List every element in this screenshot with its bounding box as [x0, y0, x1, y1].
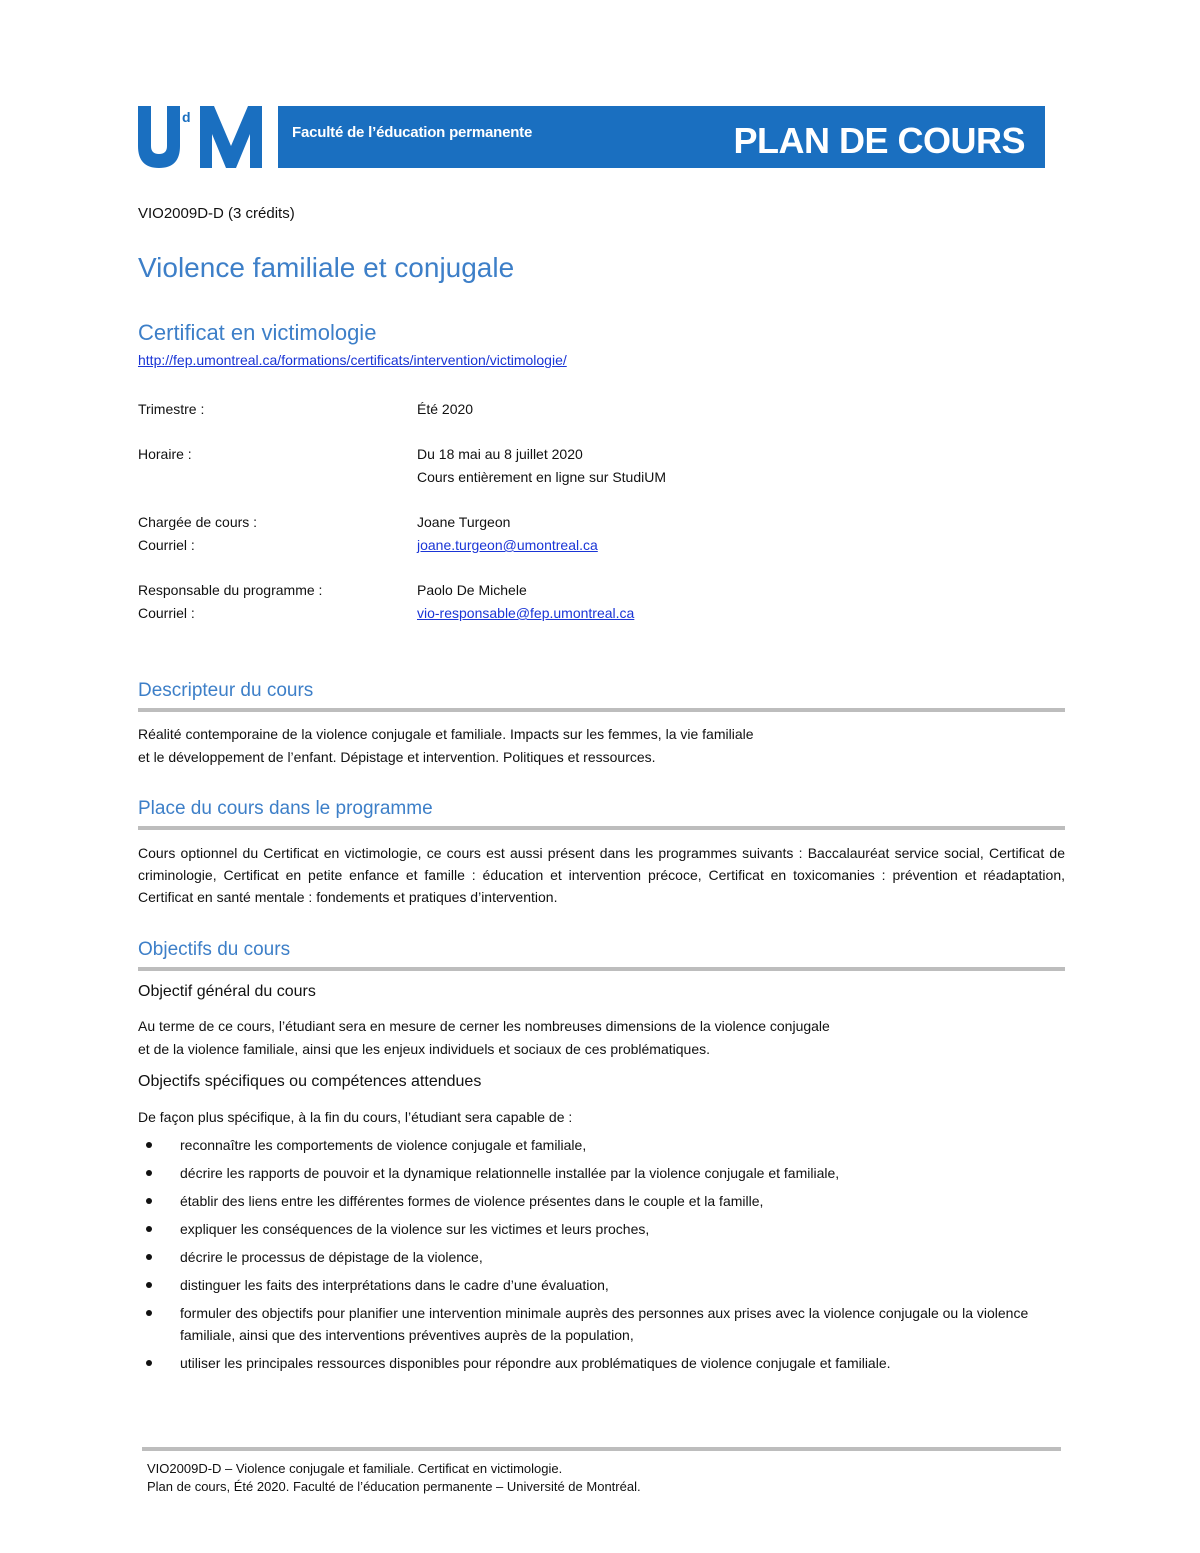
responsable-value: Paolo De Michele: [417, 582, 527, 598]
course-code: VIO2009D-D (3 crédits): [138, 205, 295, 222]
section-objectifs: [138, 939, 1065, 971]
specific-objectives-heading: Objectifs spécifiques ou compétences attendues: [138, 1073, 482, 1090]
chargee-label: Chargée de cours :: [138, 514, 258, 530]
objectives-list: [138, 1134, 1065, 1380]
specific-objectives-intro: De façon plus spécifique, à la fin du cours, l’étudiant sera capable de :: [138, 1109, 573, 1125]
bullet-icon: [146, 1142, 152, 1148]
udem-logo-icon: [138, 106, 262, 168]
list-item-text: décrire le processus de dépistage de la violence,: [180, 1249, 483, 1265]
list-item-text: formuler des objectifs pour planifier une intervention minimale auprès des personnes aux prises avec la violence conjugale ou la violence familiale, ainsi que des interventions préventives auprès de la population,: [180, 1305, 1029, 1343]
list-item-text: décrire les rapports de pouvoir et la dynamique relationnelle installée par la violence conjugale et familiale,: [180, 1165, 840, 1181]
header-banner: [278, 106, 1045, 168]
chargee-value: Joane Turgeon: [417, 514, 511, 530]
course-title: Violence familiale et conjugale: [138, 252, 515, 283]
list-item: [138, 1246, 1065, 1268]
section-descripteur: [138, 680, 1065, 712]
bullet-icon: [146, 1254, 152, 1260]
bullet-icon: [146, 1226, 152, 1232]
list-item: [138, 1218, 1065, 1240]
trimestre-label: Trimestre :: [138, 401, 205, 417]
list-item-text: reconnaître les comportements de violence conjugale et familiale,: [180, 1137, 587, 1153]
footer: [147, 1460, 641, 1496]
list-item-text: distinguer les faits des interprétations dans le cadre d’une évaluation,: [180, 1277, 609, 1293]
place-text: Cours optionnel du Certificat en victimologie, ce cours est aussi présent dans les programmes suivants : Baccalauréat service social, Certificat de criminologie, Certificat en petite enfance et famille : éducation et intervention précoce, Certificat en toxicomanies : prévention et réadaptation, Certificat en santé mentale : fondements et pratiques d’intervention.: [138, 845, 1065, 905]
footer-line: VIO2009D-D – Violence conjugale et familiale. Certificat en victimologie.: [147, 1461, 563, 1476]
instructor-email-link[interactable]: joane.turgeon@umontreal.ca: [417, 537, 598, 553]
list-item-text: expliquer les conséquences de la violence sur les victimes et leurs proches,: [180, 1221, 650, 1237]
section-heading: Objectifs du cours: [138, 939, 1065, 971]
horaire-mode: Cours entièrement en ligne sur StudiUM: [417, 469, 667, 485]
bullet-icon: [146, 1360, 152, 1366]
section-heading: Descripteur du cours: [138, 680, 1065, 712]
section-place: [138, 798, 1065, 830]
list-item-text: utiliser les principales ressources disponibles pour répondre aux problématiques de violence conjugale et familiale.: [180, 1355, 891, 1371]
footer-divider: [142, 1447, 1061, 1451]
program-email-link[interactable]: vio-responsable@fep.umontreal.ca: [417, 605, 635, 621]
faculty-name: Faculté de l’éducation permanente: [292, 124, 533, 141]
list-item: [138, 1352, 1065, 1374]
program-name: Certificat en victimologie: [138, 320, 377, 345]
trimestre-value: Été 2020: [417, 401, 474, 417]
horaire-label: Horaire :: [138, 446, 192, 462]
general-objective-line: Au terme de ce cours, l’étudiant sera en mesure de cerner les nombreuses dimensions de la violence conjugale: [138, 1018, 830, 1034]
list-item: [138, 1162, 1065, 1184]
courriel-label: Courriel :: [138, 605, 195, 621]
section-heading: Place du cours dans le programme: [138, 798, 1065, 830]
general-objective-line: et de la violence familiale, ainsi que les enjeux individuels et sociaux de ces problématiques.: [138, 1041, 710, 1057]
footer-line: Plan de cours, Été 2020. Faculté de l’éducation permanente – Université de Montréal.: [147, 1479, 641, 1494]
descripteur-line: Réalité contemporaine de la violence conjugale et familiale. Impacts sur les femmes, la vie familiale: [138, 726, 754, 742]
program-url-link[interactable]: http://fep.umontreal.ca/formations/certificats/intervention/victimologie/: [138, 352, 567, 368]
descripteur-line: et le développement de l’enfant. Dépistage et intervention. Politiques et ressources.: [138, 749, 656, 765]
bullet-icon: [146, 1198, 152, 1204]
list-item: [138, 1190, 1065, 1212]
list-item: [138, 1134, 1065, 1156]
list-item-text: établir des liens entre les différentes formes de violence présentes dans le couple et la famille,: [180, 1193, 764, 1209]
document-type: PLAN DE COURS: [733, 120, 1025, 161]
list-item: [138, 1302, 1065, 1346]
bullet-icon: [146, 1282, 152, 1288]
svg-text:d: d: [182, 109, 191, 125]
courriel-label: Courriel :: [138, 537, 195, 553]
responsable-label: Responsable du programme :: [138, 582, 323, 598]
horaire-dates: Du 18 mai au 8 juillet 2020: [417, 446, 583, 462]
bullet-icon: [146, 1310, 152, 1316]
general-objective-heading: Objectif général du cours: [138, 983, 316, 1000]
list-item: [138, 1274, 1065, 1296]
bullet-icon: [146, 1170, 152, 1176]
